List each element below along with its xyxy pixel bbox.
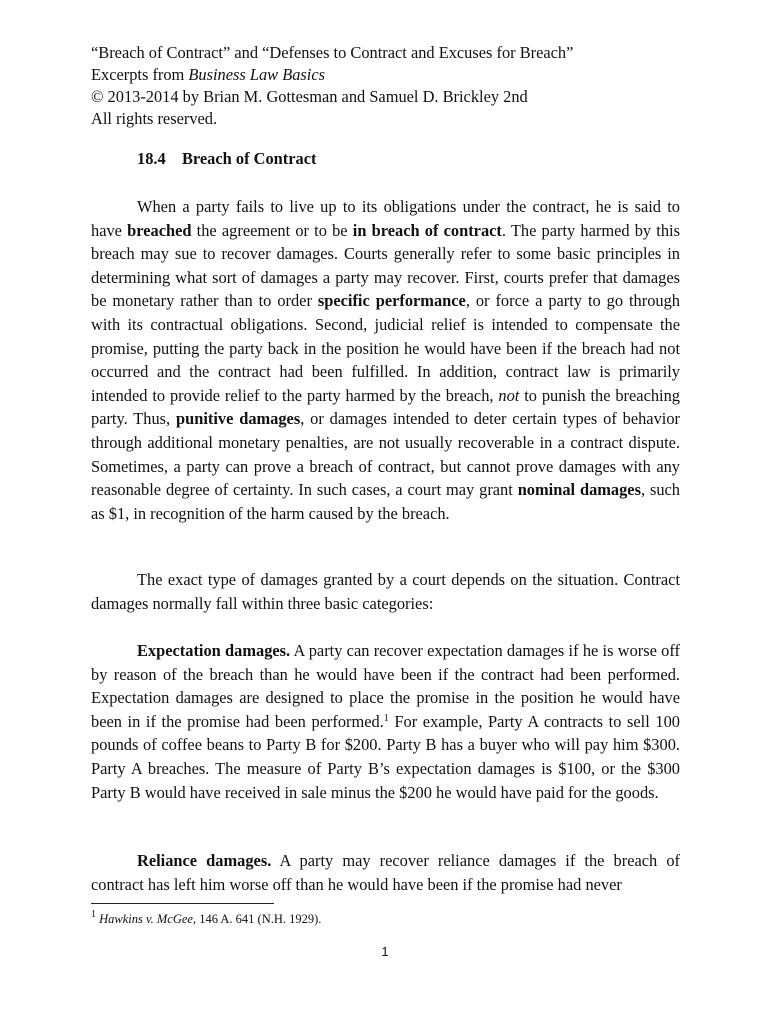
section-title: Breach of Contract bbox=[182, 149, 317, 168]
section-heading bbox=[137, 148, 316, 170]
lead-expectation-damages: Expectation damages. bbox=[137, 641, 291, 660]
document-header bbox=[91, 42, 691, 130]
body-paragraph: When a party fails to live up to its obligations under the contract, he is said to have breached the agreement or to be in breach of contract. The party harmed by this breach may sue to recover damages. Courts generally refer to some basic principles in determining what sort of damages a party may recover. First, courts prefer that damages be monetary rather than to order specific performance, or force a party to go through with its contractual obligations. Second, judicial relief is intended to compensate the promise, putting the party back in the position he would have been if the breach had not occurred and the contract had been fulfilled. In addition, contract law is primarily intended to provide relief to the party harmed by the breach, not to punish the breaching party. Thus, punitive damages, or damages intended to deter certain types of behavior through additional monetary penalties, are not usually recoverable in a contract dispute. Sometimes, a party can prove a breach of contract, but cannot prove damages with any reasonable degree of certainty. In such cases, a court may grant nominal damages, such as $1, in recognition of the harm caused by the breach. bbox=[91, 197, 680, 523]
header-copyright-line: © 2013-2014 by Brian M. Gottesman and Samuel D. Brickley 2nd bbox=[91, 87, 528, 106]
body-paragraph: The exact type of damages granted by a court depends on the situation. Contract damages normally fall within three basic categories: bbox=[91, 570, 680, 613]
term-nominal-damages: nominal damages bbox=[517, 480, 641, 500]
term-in-breach: in breach of contract bbox=[352, 220, 502, 240]
footnote bbox=[91, 911, 321, 927]
header-title-line: “Breach of Contract” and “Defenses to Contract and Excuses for Breach” bbox=[91, 43, 574, 62]
header-excerpt-line: Excerpts from Business Law Basics bbox=[91, 65, 326, 84]
emphasis-not: not bbox=[498, 385, 520, 405]
page-number: 1 bbox=[381, 944, 389, 959]
term-punitive-damages: punitive damages bbox=[175, 409, 301, 429]
footnote-divider bbox=[91, 903, 274, 904]
footnote-reference[interactable]: 1 bbox=[383, 712, 389, 724]
term-specific-performance: specific performance bbox=[317, 291, 466, 311]
section-number: 18.4 bbox=[137, 149, 166, 168]
footnote-citation: , 146 A. 641 (N.H. 1929). bbox=[192, 912, 322, 926]
term-breached: breached bbox=[127, 220, 192, 240]
body-paragraph-reliance: Reliance damages. A party may recover reliance damages if the breach of contract has left him worse off than he would have been if the promise had never bbox=[91, 851, 680, 894]
footnote-marker: 1 bbox=[91, 909, 96, 920]
footnote-case-name: Hawkins v. McGee bbox=[99, 912, 193, 926]
body-paragraph-expectation: Expectation damages. A party can recover expectation damages if he is worse off by reason of the breach than he would have been if the contract had been performed. Expectation damages are designed to place the promise in the position he would have been in if the promise had been performed.$^1$ For example, Party A contracts to sell 100 pounds of coffee beans to Party B for $200. Party B has a buyer who will pay him $300. Party A breaches. The measure of Party B’s expectation damages is $100, or the $300 Party B would have received in sale minus the $200 he would have paid for the goods. bbox=[91, 641, 680, 802]
book-title: Business Law Basics bbox=[188, 65, 326, 84]
header-rights-line: All rights reserved. bbox=[91, 109, 218, 128]
lead-reliance-damages: Reliance damages. bbox=[137, 851, 272, 870]
